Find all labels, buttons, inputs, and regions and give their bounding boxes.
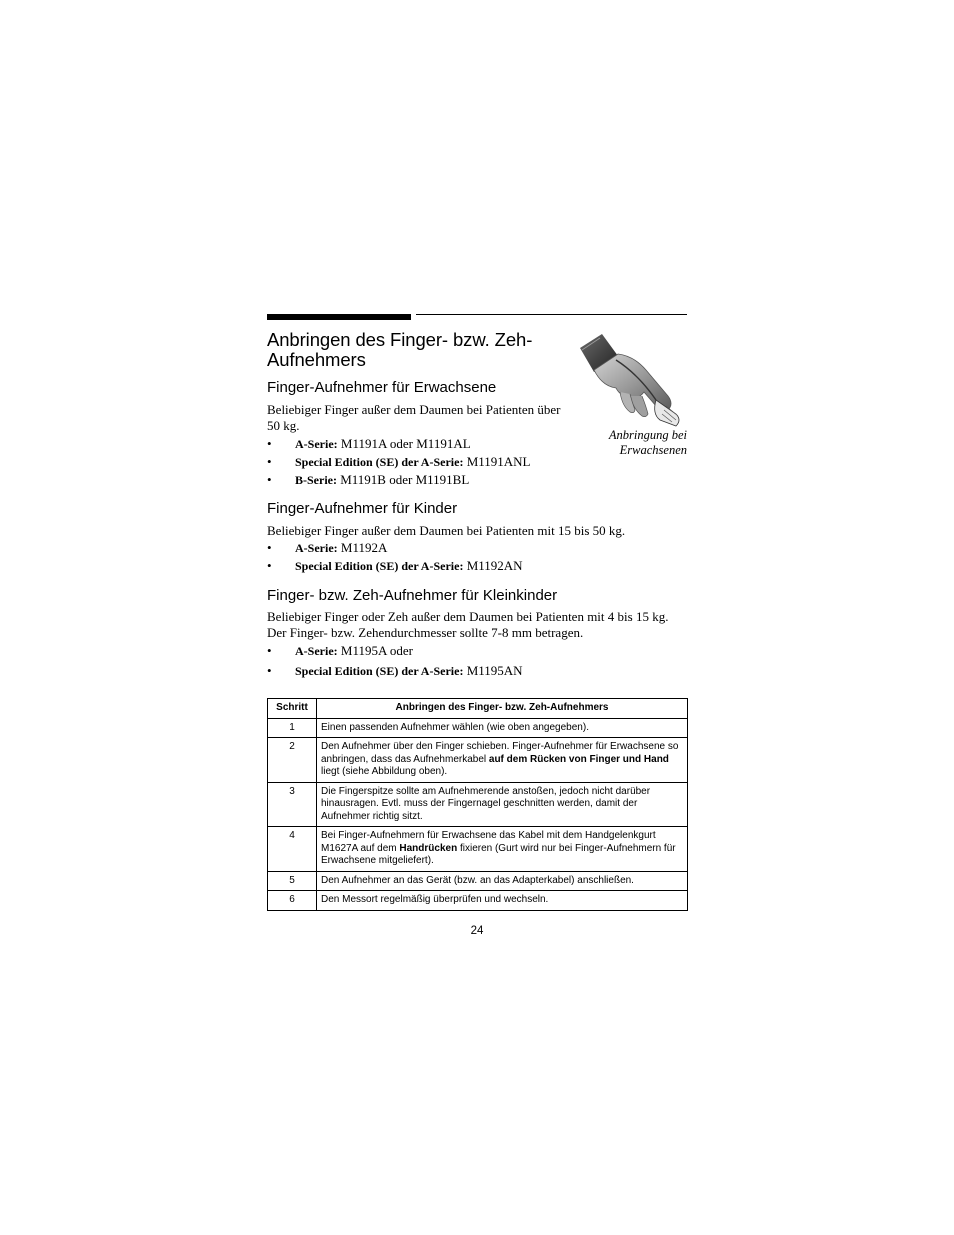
step-number: 5 [268, 871, 317, 891]
table-row [268, 891, 688, 911]
section-heading-infants: Finger- bzw. Zeh-Aufnehmer für Kleinkinder [267, 587, 558, 604]
step-number: 2 [268, 738, 317, 783]
step-number: 1 [268, 718, 317, 738]
step-description: Den Aufnehmer über den Finger schieben. Finger-Aufnehmer für Erwachsene so anbringen, dass das Aufnehmerkabel auf dem Rücken von Finger und Hand liegt (siehe Abbildung oben). [317, 738, 688, 783]
section-rule-thick [267, 314, 411, 320]
table-row [268, 871, 688, 891]
table-row [268, 827, 688, 872]
step-description: Die Fingerspitze sollte am Aufnehmerende anstoßen, jedoch nicht darüber hinausragen. Evtl. muss der Fingernagel geschnitten werden, damit der Aufnehmer richtig sitzt. [317, 782, 688, 827]
step-number: 3 [268, 782, 317, 827]
step-number: 4 [268, 827, 317, 872]
table-row [268, 738, 688, 783]
hand-with-finger-sensor-icon [572, 330, 692, 430]
table-header-row [268, 699, 688, 719]
table-row [268, 782, 688, 827]
section-heading-children: Finger-Aufnehmer für Kinder [267, 500, 458, 517]
step-number: 6 [268, 891, 317, 911]
section-heading-adults: Finger-Aufnehmer für Erwachsene [267, 379, 497, 396]
step-description: Den Messort regelmäßig überprüfen und wechseln. [317, 891, 688, 911]
section-intro-adults: Beliebiger Finger außer dem Daumen bei Patienten über 50 kg. [267, 402, 561, 433]
steps-table [267, 698, 688, 911]
section-rule-thin [416, 314, 687, 315]
section-intro-infants: Beliebiger Finger oder Zeh außer dem Daumen bei Patienten mit 4 bis 15 kg. Der Finger- bzw. Zehendurchmesser sollte 7-8 mm betragen. [267, 609, 669, 640]
step-description: Einen passenden Aufnehmer wählen (wie oben angegeben). [317, 718, 688, 738]
column-header-description: Anbringen des Finger- bzw. Zeh-Aufnehmers [317, 699, 688, 719]
page-number: 24 [470, 925, 484, 937]
table-row [268, 718, 688, 738]
section-intro-children: Beliebiger Finger außer dem Daumen bei Patienten mit 15 bis 50 kg. [267, 523, 626, 538]
step-description: Den Aufnehmer an das Gerät (bzw. an das Adapterkabel) anschließen. [317, 871, 688, 891]
step-description: Bei Finger-Aufnehmern für Erwachsene das Kabel mit dem Handgelenkgurt M1627A auf dem Handrücken fixieren (Gurt wird nur bei Finger-Aufnehmern für Erwachsene mitgeliefert). [317, 827, 688, 872]
figure-caption: Anbringung bei Erwachsenen [608, 428, 687, 457]
page-title: Anbringen des Finger- bzw. Zeh-Aufnehmers [267, 329, 533, 370]
column-header-step: Schritt [268, 699, 317, 719]
